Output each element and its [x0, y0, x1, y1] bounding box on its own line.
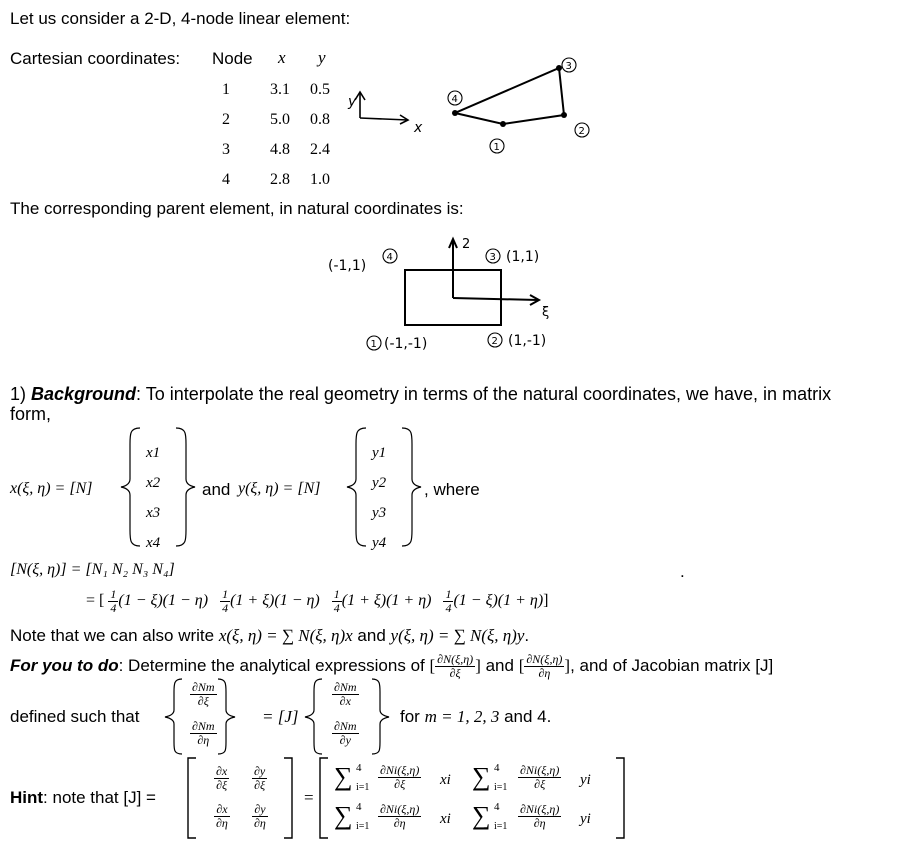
dy-dxi: $\frac{\partial y}{\partial\xi}$	[254, 764, 266, 792]
y-vector-entry: y2	[372, 475, 387, 491]
y-vector	[372, 438, 386, 558]
xi-axis-label: ξ	[542, 305, 550, 320]
todo-title: For you to do	[10, 655, 119, 675]
todo-line: For you to do: Determine the analytical expressions of [ $\frac{\partial N(\xi,\eta)}{\partial\xi}$ ] and [ $\frac{\partial N(\xi,\eta)}{\partial\eta}$ ], and of Jacobian matrix [J]	[10, 652, 774, 680]
section-text-continued: form,	[10, 404, 52, 424]
quarter-fraction: $\frac{1}{4}$	[110, 587, 117, 615]
y-vector-entry: y4	[372, 535, 387, 551]
m-values: m = 1, 2, 3	[424, 707, 500, 726]
sum-bottom: i=1	[356, 821, 370, 832]
physical-element-sketch	[340, 48, 610, 168]
note-expr-y: y(ξ, η) = ∑ N(ξ, η)y	[390, 626, 525, 645]
node-dot	[561, 112, 567, 118]
x-cell: 5.0	[270, 111, 290, 128]
eta-axis-label: 2	[462, 237, 471, 252]
node-cell: 4	[222, 171, 230, 188]
node-1-label: 1	[493, 142, 500, 153]
parent-element-sketch	[320, 228, 600, 360]
sum-bottom: i=1	[494, 782, 508, 793]
x-vector-entry: x1	[146, 445, 161, 461]
table-row	[222, 165, 350, 195]
parent-node-1-label: 1	[370, 339, 377, 350]
left-jacobian-brackets	[186, 756, 296, 840]
hint-label: Hint	[10, 788, 44, 807]
node-dot	[452, 110, 458, 116]
shape-term: (1 + ξ)(1 + η)	[341, 592, 432, 610]
trailing-dot: .	[680, 562, 685, 581]
element-outline	[455, 68, 564, 124]
x-header: x	[278, 48, 286, 67]
x-vector-entry: x2	[146, 475, 161, 491]
todo-and: and	[485, 655, 514, 675]
and-4-text: and 4.	[504, 707, 552, 726]
parent-intro-text: The corresponding parent element, in natural coordinates is:	[10, 199, 464, 218]
intro-text: Let us consider a 2-D, 4-node linear element:	[10, 9, 351, 28]
shape-function-row: [N(ξ, η)] = [N₁ N₂ N₃ N₄]	[10, 561, 175, 578]
sum-top: 4	[494, 762, 500, 774]
node-dot	[556, 65, 562, 71]
dNi-dxi: $\frac{\partial Ni(\xi,\eta)}{\partial\xi}$	[520, 763, 560, 791]
y-header: y	[318, 48, 326, 67]
node-2-label: 2	[578, 126, 585, 137]
sum-top: 4	[356, 801, 362, 813]
dN-dxi-fraction: $\frac{\partial N(\xi,\eta)}{\partial\xi}$	[437, 652, 474, 680]
node-3-label: 3	[565, 61, 572, 72]
cartesian-label: Cartesian coordinates:	[10, 49, 181, 68]
note-expr-x: x(ξ, η) = ∑ N(ξ, η)x	[218, 626, 353, 645]
where-text: , where	[424, 480, 480, 499]
hint-line	[10, 788, 156, 808]
section-text: : To interpolate the real geometry in terms of the natural coordinates, we have, in matrix	[136, 384, 832, 404]
section-heading	[10, 384, 831, 405]
and-text: and	[202, 480, 231, 499]
x-cell: 3.1	[270, 81, 290, 98]
quarter-fraction: $\frac{1}{4}$	[333, 587, 340, 615]
note-and: and	[357, 626, 386, 645]
bracket-open: = [	[86, 592, 105, 610]
node-dot	[500, 121, 506, 127]
dNi-deta: $\frac{\partial Ni(\xi,\eta)}{\partial\eta}$	[520, 802, 560, 830]
dx-deta: $\frac{\partial x}{\partial\eta}$	[216, 802, 228, 830]
corner-3-coord: (1,1)	[506, 249, 540, 265]
for-m-values	[400, 707, 551, 727]
dNm-dxi: $\frac{\partial Nm}{\partial\xi}$	[192, 680, 215, 708]
y-interp-lhs: y(ξ, η) = [N]	[238, 480, 321, 497]
x-vector	[146, 438, 160, 558]
shape-term: (1 − ξ)(1 + η)	[453, 592, 544, 610]
x-vector-entry: x4	[146, 535, 161, 551]
sum-top: 4	[356, 762, 362, 774]
table-row	[222, 105, 350, 135]
x-interp-lhs: x(ξ, η) = [N]	[10, 480, 93, 497]
dNm-deta: $\frac{\partial Nm}{\partial\eta}$	[192, 719, 215, 747]
axis-x-label: x	[414, 120, 423, 136]
shape-term: (1 − ξ)(1 − η)	[118, 592, 209, 610]
sum-symbol: ∑	[472, 762, 491, 791]
corner-2-coord: (1,-1)	[508, 333, 547, 349]
x-i: xi	[440, 811, 451, 827]
section-number: 1)	[10, 384, 27, 404]
equals-jacobian: = [J]	[262, 707, 299, 726]
table-row	[222, 135, 350, 165]
sum-bottom: i=1	[494, 821, 508, 832]
shape-term: (1 + ξ)(1 − η)	[230, 592, 320, 610]
sum-symbol: ∑	[472, 801, 491, 830]
sum-symbol: ∑	[334, 801, 353, 830]
note-suffix: .	[524, 626, 530, 645]
y-i: yi	[580, 811, 591, 827]
y-cell: 1.0	[310, 171, 330, 188]
node-cell: 2	[222, 111, 230, 128]
note-line	[10, 626, 529, 646]
quarter-fraction: $\frac{1}{4}$	[222, 587, 229, 615]
todo-text: : Determine the analytical expressions of	[118, 655, 425, 675]
x-cell: 4.8	[270, 141, 290, 158]
quarter-fraction: $\frac{1}{4}$	[445, 587, 452, 615]
dN-deta-fraction: $\frac{\partial N(\xi,\eta)}{\partial\eta}$	[526, 652, 563, 680]
defined-prefix: defined such that	[10, 707, 140, 726]
x-vector-entry: x3	[146, 505, 161, 521]
xi-axis-line	[453, 298, 538, 300]
x-cell: 2.8	[270, 171, 290, 188]
shape-function-expanded	[86, 588, 549, 615]
y-i: yi	[580, 772, 591, 788]
dNm-dy: $\frac{\partial Nm}{\partial y}$	[334, 719, 357, 747]
x-i: xi	[440, 772, 451, 788]
y-cell: 2.4	[310, 141, 330, 158]
sum-bottom: i=1	[356, 782, 370, 793]
dNi-deta: $\frac{\partial Ni(\xi,\eta)}{\partial\eta}$	[380, 802, 420, 830]
node-header: Node	[212, 49, 253, 68]
y-vector-entry: y3	[372, 505, 387, 521]
node-cell: 1	[222, 81, 230, 98]
y-cell: 0.5	[310, 81, 330, 98]
parent-node-4-label: 4	[386, 252, 393, 263]
dNm-dx: $\frac{\partial Nm}{\partial x}$	[334, 680, 357, 708]
corner-4-coord: (-1,1)	[328, 258, 367, 274]
axis-y-label: y	[348, 94, 357, 110]
todo-tail: , and of Jacobian matrix [J]	[570, 655, 774, 675]
node-4-label: 4	[451, 94, 458, 105]
section-title: Background	[31, 384, 137, 404]
note-prefix: Note that we can also write	[10, 626, 215, 645]
node-cell: 3	[222, 141, 230, 158]
parent-node-2-label: 2	[491, 336, 498, 347]
dNi-dxi: $\frac{\partial Ni(\xi,\eta)}{\partial\xi}$	[380, 763, 420, 791]
y-cell: 0.8	[310, 111, 330, 128]
sum-symbol: ∑	[334, 762, 353, 791]
corner-1-coord: (-1,-1)	[384, 336, 428, 352]
parent-node-3-label: 3	[489, 252, 496, 263]
sum-top: 4	[494, 801, 500, 813]
y-vector-entry: y1	[372, 445, 387, 461]
for-text: for	[400, 707, 420, 726]
hint-text: : note that [J] =	[43, 788, 156, 807]
coordinate-table	[222, 75, 350, 195]
table-row	[222, 75, 350, 105]
dy-deta: $\frac{\partial y}{\partial\eta}$	[254, 802, 266, 830]
dx-dxi: $\frac{\partial x}{\partial\xi}$	[216, 764, 228, 792]
bracket-close: ]	[543, 592, 549, 610]
x-axis-line	[360, 118, 408, 120]
